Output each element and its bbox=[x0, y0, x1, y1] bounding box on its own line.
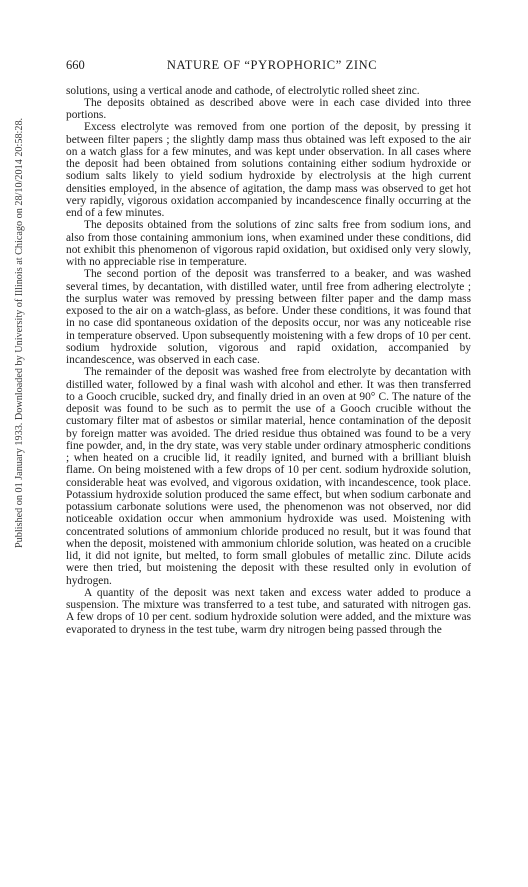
page-number: 660 bbox=[66, 58, 85, 72]
provenance-text: Published on 01 January 1933. Downloaded by University of Illinois at Chicago on 28/10/2014 20:58:28. bbox=[14, 117, 25, 548]
paragraph-suspension: A quantity of the deposit was next taken and excess water added to produce a suspension. The mixture was transferred to a test tube, and saturated with nitrogen gas. A few drops of 10 per cent. sodium hydroxide solution were added, and the mixture was evaporated to dryness in the test tube, warm dry nitrogen being passed through the bbox=[66, 586, 471, 636]
paragraph-first-portion: Excess electrolyte was removed from one portion of the deposit, by pressing it between filter papers ; the slightly damp mass thus obtained was left exposed to the air on a watch glass for a few minutes, and was kept under observation. In all cases where the deposit had been obtained from solutions containing either sodium hydroxide or sodium salts likely to yield sodium hydroxide by electrolysis at the high current densities employed, in the absence of agitation, the damp mass was observed to get hot very rapidly, vigorous oxidation accompanied by incandescence finally occurring at the end of a few minutes. bbox=[66, 121, 471, 219]
paragraph-second-portion: The second portion of the deposit was transferred to a beaker, and was washed several times, by decantation, with distilled water, until free from adhering electrolyte ; the surplus water was removed by pressing between filter paper and the damp mass exposed to the air on a watch-glass, as before. Under these conditions, it was found that in no case did spontaneous oxidation of the deposits occur, nor was any noticeable rise in temperature observed. Upon subsequently moistening with a few drops of 10 per cent. sodium hydroxide solution, vigorous and rapid oxidation, accompanied by incandescence, was observed in each case. bbox=[66, 268, 471, 366]
running-title: NATURE OF “PYROPHORIC” ZINC bbox=[166, 58, 378, 72]
paragraph-continuation: solutions, using a vertical anode and cathode, of electrolytic rolled sheet zinc. bbox=[66, 84, 420, 97]
article-body bbox=[66, 85, 471, 636]
paragraph-deposit-portions: The deposits obtained as described above were in each case divided into three portions. bbox=[66, 96, 471, 121]
paragraph-zinc-salts: The deposits obtained from the solutions of zinc salts free from sodium ions, and also from those containing ammonium ions, when examined under these conditions, did not exhibit this phenomenon of vigorous rapid oxidation, but oxidised only very slowly, with no appreciable rise in temperature. bbox=[66, 219, 471, 268]
provenance-sidebar bbox=[0, 0, 30, 887]
paragraph-remainder: The remainder of the deposit was washed free from electrolyte by decantation with distilled water, followed by a final wash with alcohol and ether. It was then transferred to a Gooch crucible, sucked dry, and finally dried in an oven at 90° C. The nature of the deposit was found to be such as to permit the use of a Gooch crucible without the customary filter mat of asbestos or similar material, hence contamination of the deposit by foreign matter was avoided. The dried residue thus obtained was found to be a very fine powder, and, in the dry state, was very stable under ordinary atmospheric conditions ; when heated on a crucible lid, it readily ignited, and burned with a brilliant bluish flame. On being moistened with a few drops of 10 per cent. sodium hydroxide solution, considerable heat was evolved, and vigorous oxidation, with incandescence, took place. Potassium hydroxide solution produced the same effect, but when sodium carbonate and potassium carbonate solutions were used, the phenomenon was not observed, nor did noticeable oxidation occur when ammonium hydroxide was used. Moistening with concentrated solutions of ammonium chloride produced no result, but it was found that when the deposit, moistened with ammonium chloride solution, was heated on a crucible lid, it did not ignite, but melted, to form small globules of metallic zinc. Dilute acids were then tried, but moistening the deposit with these resulted only in evolution of hydrogen. bbox=[66, 366, 471, 587]
page-header bbox=[66, 58, 478, 76]
